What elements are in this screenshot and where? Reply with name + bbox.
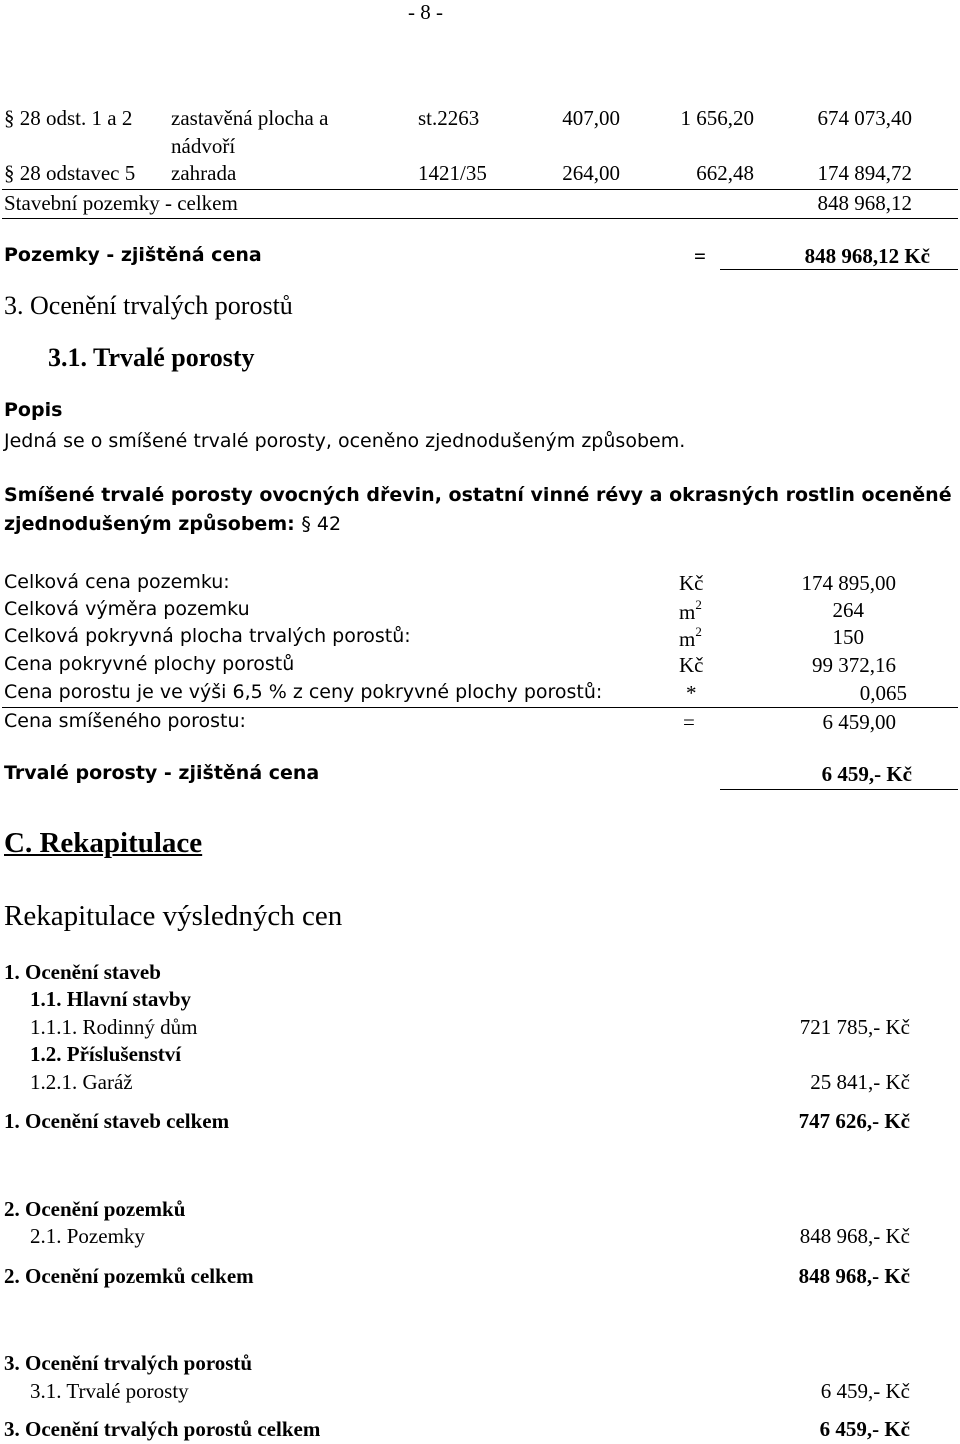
parcel-number: st.2263 [418,106,480,130]
calc-label: Cena porostu je ve výši 6,5 % z ceny pokryvné plochy porostů: [4,681,603,703]
calc-value: 174 895,00 [801,571,896,595]
recap-land-total-label: 2. Ocenění pozemků celkem [4,1264,254,1288]
calc-unit: $m^2$ [679,624,702,651]
divider [2,218,958,219]
calc-value: 99 372,16 [812,653,896,677]
mixed-heading-bold: zjednodušeným způsobem: [4,513,302,535]
recap-buildings-title: 1. Ocenění staveb [4,960,161,984]
recap-plants-item: 3.1. Trvalé porosty [30,1379,189,1403]
unit-price: 1 656,20 [680,106,754,130]
popis-label: Popis [4,399,63,421]
total-underline [720,789,958,790]
recap-main-buildings: 1.1. Hlavní stavby [30,987,192,1011]
plants-result-value: 6 459,- Kč [821,762,912,786]
section-ref: § 28 odst. 1 a 2 [4,106,133,130]
calc-unit: Kč [679,571,704,595]
recap-house-value: 721 785,- Kč [799,1015,910,1039]
land-total-label: Pozemky - zjištěná cena [4,244,262,266]
total-underline [720,269,958,270]
subtotal-value: 848 968,12 [817,191,912,215]
calc-unit: = [683,710,695,734]
recap-land-item: 2.1. Pozemky [30,1224,145,1248]
parcel-number: 1421/35 [418,161,487,185]
plants-result-label: Trvalé porosty - zjištěná cena [4,762,320,784]
mixed-heading-cont [4,513,341,534]
land-price: 174 894,72 [817,161,912,185]
recap-land-total-value: 848 968,- Kč [798,1264,910,1288]
subtotal-label: Stavební pozemky - celkem [4,191,238,215]
recap-garage-value: 25 841,- Kč [810,1070,910,1094]
calc-unit: $m^2$ [679,597,702,624]
land-total-value: 848 968,12 Kč [804,244,930,268]
calc-value: 264 [832,598,864,622]
page-number: - 8 - [408,0,443,24]
calc-unit: Kč [679,653,704,677]
recap-buildings-total-value: 747 626,- Kč [798,1109,910,1133]
land-area: 407,00 [562,106,620,130]
calc-label: Cena smíšeného porostu: [4,710,246,732]
recap-plants-value: 6 459,- Kč [820,1379,910,1403]
calc-value: 0,065 [859,681,907,705]
recap-buildings-total-label: 1. Ocenění staveb celkem [4,1109,230,1133]
recap-heading: C. Rekapitulace [4,827,203,859]
unit-price: 662,48 [696,161,754,185]
recap-subheading: Rekapitulace výsledných cen [4,900,343,932]
section-title: 3. Ocenění trvalých porostů [4,291,293,320]
land-type: zahrada [171,161,237,185]
calc-label: Celková pokryvná plocha trvalých porostů: [4,625,411,647]
law-reference: § 42 [301,513,342,535]
recap-garage: 1.2.1. Garáž [30,1070,133,1094]
recap-land-title: 2. Ocenění pozemků [4,1197,186,1221]
recap-plants-total-label: 3. Ocenění trvalých porostů celkem [4,1417,321,1441]
recap-house: 1.1.1. Rodinný dům [30,1015,198,1039]
land-type: zastavěná plocha a [171,106,329,130]
calc-value: 150 [832,625,864,649]
divider [2,707,958,708]
calc-label: Celková výměra pozemku [4,598,250,620]
land-total-eq: = [694,244,706,268]
land-price: 674 073,40 [817,106,912,130]
recap-accessories: 1.2. Příslušenství [30,1042,182,1066]
divider [2,189,958,190]
subsection-title: 3.1. Trvalé porosty [48,343,255,372]
recap-plants-title: 3. Ocenění trvalých porostů [4,1351,253,1375]
mixed-heading: Smíšené trvalé porosty ovocných dřevin, ostatní vinné révy a okrasných rostlin oceněné [4,484,952,506]
land-area: 264,00 [562,161,620,185]
recap-plants-total-value: 6 459,- Kč [819,1417,910,1441]
calc-unit: * [686,681,697,705]
calc-label: Cena pokryvné plochy porostů [4,653,295,675]
recap-land-value: 848 968,- Kč [799,1224,910,1248]
calc-value: 6 459,00 [822,710,896,734]
popis-text: Jedná se o smíšené trvalé porosty, oceněno zjednodušeným způsobem. [4,430,686,452]
section-ref: § 28 odstavec 5 [4,161,136,185]
land-type-cont: nádvoří [171,134,236,158]
calc-label: Celková cena pozemku: [4,571,230,593]
